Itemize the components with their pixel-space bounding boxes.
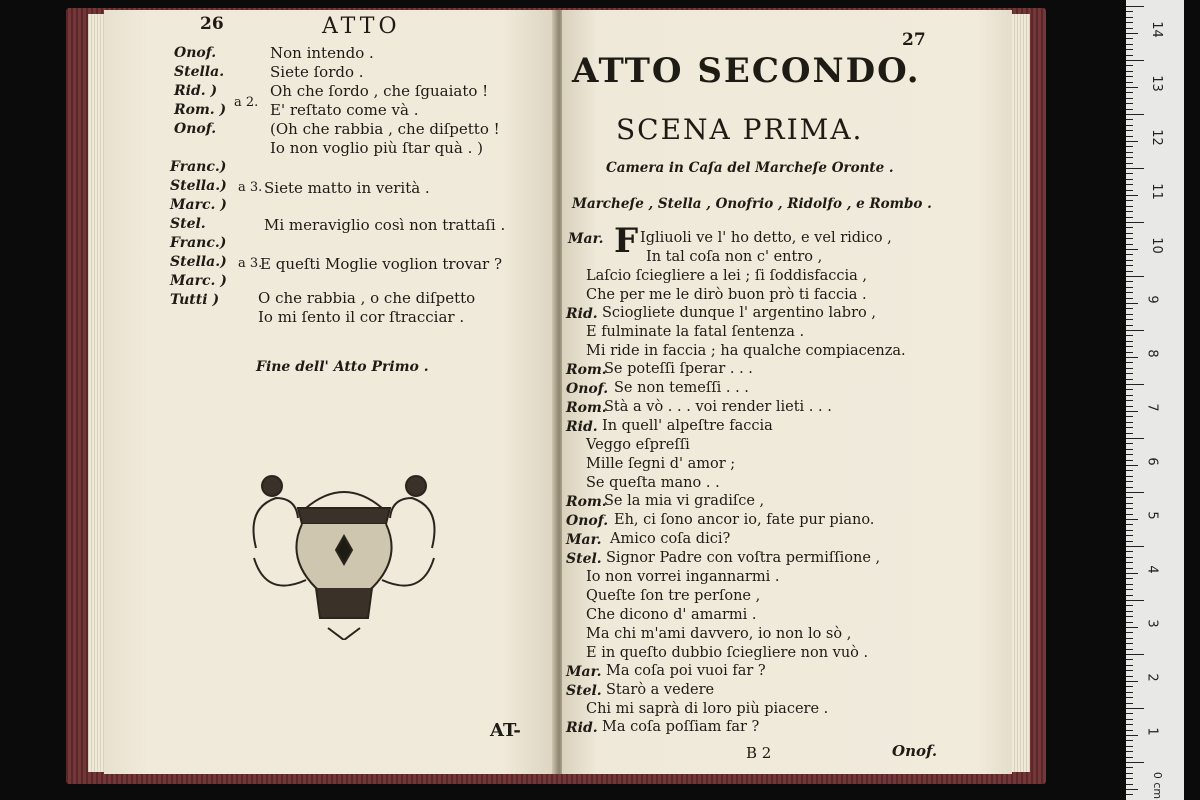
ruler-tick	[1126, 454, 1133, 455]
ruler-tick	[1126, 325, 1133, 326]
ruler-tick	[1126, 562, 1133, 563]
ruler-tick	[1126, 28, 1133, 29]
ruler-tick	[1126, 44, 1133, 45]
ruler-tick	[1126, 535, 1133, 536]
act-title: ATTO SECONDO.	[572, 51, 921, 91]
ruler-number: 8	[1144, 349, 1160, 358]
ruler-tick	[1126, 260, 1133, 261]
ruler-tick	[1126, 314, 1133, 315]
ruler-tick	[1126, 470, 1133, 471]
ruler-tick	[1126, 55, 1133, 56]
ruler-tick	[1126, 254, 1133, 255]
ruler-tick	[1126, 449, 1133, 450]
ruler-tick	[1126, 627, 1138, 628]
floral-vase-ornament-icon	[236, 468, 452, 640]
ruler-tick	[1126, 735, 1138, 736]
verse-line: Se poteſſi ſperar . . .	[604, 361, 753, 377]
verse-line: Oh che ſordo , che ſguaiato !	[270, 82, 489, 100]
ruler-tick	[1126, 287, 1133, 288]
ruler-tick	[1126, 179, 1133, 180]
ruler-tick	[1126, 546, 1144, 547]
verse-line: Mille ſegni d' amor ;	[586, 456, 736, 472]
ruler-tick	[1126, 130, 1133, 131]
ruler-tick	[1126, 508, 1133, 509]
ruler-tick	[1126, 33, 1138, 34]
verse-line: Ma coſa poſſiam far ?	[602, 719, 760, 735]
ruler-tick	[1126, 524, 1133, 525]
ruler-tick	[1126, 163, 1133, 164]
ruler-tick	[1126, 589, 1133, 590]
verse-line: Che per me le dirò buon prò ti faccia .	[586, 287, 867, 303]
verse-line: Io non voglio più ſtar quà . )	[270, 139, 483, 157]
ruler-tick	[1126, 514, 1133, 515]
ruler-tick	[1126, 6, 1144, 7]
ruler-tick	[1126, 281, 1133, 282]
ruler-tick	[1126, 98, 1133, 99]
ruler-tick	[1126, 119, 1133, 120]
ruler-tick	[1126, 605, 1133, 606]
ruler-tick	[1126, 492, 1144, 493]
verse-line: In quell' alpeſtre faccia	[602, 418, 773, 434]
ruler-tick	[1126, 308, 1133, 309]
ruler-number: 9	[1144, 295, 1160, 304]
ruler-number: 7	[1144, 403, 1160, 412]
ruler-tick	[1126, 82, 1133, 83]
ruler-tick	[1126, 616, 1133, 617]
ruler-number: 1	[1144, 727, 1160, 736]
verse-line: Non intendo .	[270, 44, 374, 62]
act-end-note: Fine dell' Atto Primo .	[256, 359, 429, 375]
ruler-tick	[1126, 335, 1133, 336]
speaker: Mar.	[566, 532, 602, 548]
ruler-tick	[1126, 141, 1138, 142]
ruler-tick	[1126, 632, 1133, 633]
ruler-tick	[1126, 17, 1133, 18]
ruler-number: 14	[1148, 21, 1164, 38]
right-page	[562, 10, 1012, 774]
ruler-tick	[1126, 346, 1133, 347]
ruler-tick	[1126, 730, 1133, 731]
ruler-tick	[1126, 152, 1133, 153]
ruler-tick	[1126, 416, 1133, 417]
speaker: Rom.	[566, 362, 607, 378]
ruler-tick	[1126, 125, 1133, 126]
ruler-number: 5	[1144, 511, 1160, 520]
ruler-tick	[1126, 584, 1133, 585]
speaker: Rom. )	[174, 102, 227, 118]
ruler-tick	[1126, 168, 1144, 169]
drop-cap: F	[614, 221, 639, 261]
ruler-tick	[1126, 530, 1133, 531]
ruler-number: 12	[1148, 129, 1164, 146]
ruler-tick	[1126, 76, 1133, 77]
ruler-tick	[1126, 136, 1133, 137]
ruler-tick	[1126, 676, 1133, 677]
ruler-tick	[1126, 703, 1133, 704]
ruler-tick	[1126, 622, 1133, 623]
ruler-tick	[1126, 362, 1133, 363]
ruler-tick	[1126, 190, 1133, 191]
ruler-tick	[1126, 206, 1133, 207]
page-number-right: 27	[902, 30, 926, 50]
ruler-tick	[1126, 762, 1144, 763]
ruler-tick	[1126, 319, 1133, 320]
ruler-number: 11	[1148, 183, 1164, 200]
ruler-tick	[1126, 38, 1133, 39]
speaker: Franc.)	[170, 235, 227, 251]
page-number-left: 26	[200, 14, 224, 34]
ruler-tick	[1126, 568, 1133, 569]
ruler-tick	[1126, 433, 1133, 434]
speaker: Stel.	[170, 216, 206, 232]
scene-title: SCENA PRIMA.	[616, 113, 864, 146]
speaker: Rid.	[566, 306, 598, 322]
catchword-right: Onof.	[892, 742, 938, 760]
ruler-tick	[1126, 49, 1133, 50]
speaker: Marc. )	[170, 197, 227, 213]
ruler-tick	[1126, 740, 1133, 741]
ruler-tick	[1126, 578, 1133, 579]
speaker: Mar.	[568, 231, 604, 247]
a2-marker: a 2.	[234, 95, 259, 110]
verse-line: Sciogliete dunque l' argentino labro ,	[602, 305, 876, 321]
verse-line: Se la mia vi gradiſce ,	[604, 493, 765, 509]
ruler-tick	[1126, 114, 1144, 115]
ruler-tick	[1126, 195, 1138, 196]
verse-line: Siete matto in verità .	[264, 179, 430, 197]
speaker: Rid.	[566, 419, 598, 435]
verse-line: E in queſto dubbio ſciegliere non vuò .	[586, 645, 869, 661]
ruler-number: 4	[1144, 565, 1160, 574]
ruler-number: 13	[1148, 75, 1164, 92]
ruler-tick	[1126, 595, 1133, 596]
ruler-tick	[1126, 665, 1133, 666]
ruler-tick	[1126, 443, 1133, 444]
ruler-tick	[1126, 773, 1133, 774]
ruler-tick	[1126, 103, 1133, 104]
verse-line: Veggo eſpreſſi	[586, 437, 690, 453]
measuring-ruler	[1126, 0, 1184, 800]
ruler-tick	[1126, 65, 1133, 66]
ruler-tick	[1126, 757, 1133, 758]
ruler-tick	[1126, 373, 1133, 374]
speaker: Stella.)	[170, 254, 227, 270]
ruler-tick	[1126, 713, 1133, 714]
verse-line: In tal coſa non c' entro ,	[646, 249, 823, 265]
ruler-tick	[1126, 487, 1133, 488]
ruler-tick	[1126, 438, 1144, 439]
verse-line: Se queſta mano . .	[586, 475, 720, 491]
ruler-tick	[1126, 411, 1138, 412]
ruler-tick	[1126, 357, 1138, 358]
ruler-tick	[1126, 643, 1133, 644]
ruler-tick	[1126, 352, 1133, 353]
ruler-tick	[1126, 92, 1133, 93]
ruler-tick	[1126, 276, 1144, 277]
ruler-tick	[1126, 611, 1133, 612]
speaker: Rom.	[566, 494, 607, 510]
speaker: Rid. )	[174, 83, 218, 99]
ruler-tick	[1126, 292, 1133, 293]
ruler-tick	[1126, 681, 1138, 682]
ruler-tick	[1126, 778, 1133, 779]
verse-line: Signor Padre con voſtra permiſſione ,	[606, 550, 881, 566]
ruler-tick	[1126, 384, 1144, 385]
verse-line: Chi mi saprà di loro più piacere .	[586, 701, 829, 717]
ruler-tick	[1126, 784, 1133, 785]
ruler-tick	[1126, 794, 1133, 795]
speaker: Franc.)	[170, 159, 227, 175]
verse-line: Io non vorrei ingannarmi .	[586, 569, 780, 585]
verse-line: Che dicono d' amarmi .	[586, 607, 757, 623]
ruler-tick	[1126, 146, 1133, 147]
ruler-tick	[1126, 497, 1133, 498]
ruler-tick	[1126, 789, 1138, 790]
verse-line: E' reſtato come và .	[270, 101, 419, 119]
ruler-tick	[1126, 341, 1133, 342]
character-list: Marcheſe , Stella , Onofrio , Ridolfo , e Rombo .	[572, 196, 932, 212]
speaker: Tutti )	[170, 292, 220, 308]
a3-marker: a 3.	[238, 256, 263, 271]
ruler-tick	[1126, 22, 1133, 23]
speaker: Onof.	[566, 381, 609, 397]
ruler-tick	[1126, 217, 1133, 218]
speaker: Stel.	[566, 551, 602, 567]
speaker: Stella.)	[170, 178, 227, 194]
speaker: Stella.	[174, 64, 225, 80]
ruler-tick	[1126, 422, 1133, 423]
verse-line: O che rabbia , o che diſpetto	[258, 289, 476, 307]
ruler-tick	[1126, 746, 1133, 747]
ruler-tick	[1126, 638, 1133, 639]
ruler-tick	[1126, 519, 1138, 520]
verse-line: Starò a vedere	[606, 682, 715, 698]
ruler-tick	[1126, 481, 1133, 482]
ruler-tick	[1126, 476, 1133, 477]
ruler-tick	[1126, 389, 1133, 390]
ruler-number: 10	[1148, 237, 1164, 254]
speaker: Onof.	[174, 45, 217, 61]
running-head: ATTO	[322, 14, 401, 39]
ruler-tick	[1126, 184, 1133, 185]
speaker: Onof.	[566, 513, 609, 529]
ruler-tick	[1126, 157, 1133, 158]
ruler-tick	[1126, 649, 1133, 650]
catchword-left: AT-	[490, 720, 521, 741]
ruler-tick	[1126, 173, 1133, 174]
ruler-tick	[1126, 109, 1133, 110]
verse-line: Mi meraviglio così non trattaſi .	[264, 216, 506, 234]
verse-line: Se non temeſſi . . .	[614, 380, 749, 396]
verse-line: (Oh che rabbia , che diſpetto !	[270, 120, 500, 138]
ruler-tick	[1126, 200, 1133, 201]
ruler-tick	[1126, 303, 1138, 304]
ruler-tick	[1126, 724, 1133, 725]
ruler-unit: 0 cm	[1151, 771, 1165, 800]
ruler-tick	[1126, 227, 1133, 228]
ruler-tick	[1126, 465, 1138, 466]
ruler-tick	[1126, 400, 1133, 401]
verse-line: Igliuoli ve l' ho detto, e vel ridico ,	[640, 230, 892, 246]
speaker: Mar.	[566, 664, 602, 680]
verse-line: Stà a vò . . . voi render lieti . . .	[604, 399, 832, 415]
verse-line: Mi ride in faccia ; ha qualche compiacenza.	[586, 343, 906, 359]
ruler-tick	[1126, 249, 1138, 250]
ruler-tick	[1126, 686, 1133, 687]
ruler-tick	[1126, 551, 1133, 552]
speaker: Rom.	[566, 400, 607, 416]
ruler-tick	[1126, 211, 1133, 212]
ruler-tick	[1126, 395, 1133, 396]
ruler-tick	[1126, 379, 1133, 380]
ruler-tick	[1126, 427, 1133, 428]
ruler-tick	[1126, 265, 1133, 266]
ruler-tick	[1126, 697, 1133, 698]
verse-line: Eh, ci ſono ancor io, fate pur piano.	[614, 512, 875, 528]
verse-line: Amico coſa dici?	[610, 531, 731, 547]
ruler-tick	[1126, 692, 1133, 693]
ruler-tick	[1126, 406, 1133, 407]
left-page	[104, 10, 556, 774]
verse-line: Io mi ſento il cor ſtracciar .	[258, 308, 465, 326]
ruler-number: 2	[1144, 673, 1160, 682]
ruler-tick	[1126, 330, 1144, 331]
ruler-tick	[1126, 719, 1133, 720]
ruler-tick	[1126, 659, 1133, 660]
ruler-tick	[1126, 271, 1133, 272]
verse-line: E queſti Moglie voglion trovar ?	[260, 255, 503, 273]
ruler-tick	[1126, 298, 1133, 299]
speaker: Marc. )	[170, 273, 227, 289]
ruler-tick	[1126, 87, 1138, 88]
ruler-tick	[1126, 460, 1133, 461]
ruler-tick	[1126, 541, 1133, 542]
ruler-tick	[1126, 11, 1133, 12]
ruler-tick	[1126, 557, 1133, 558]
ruler-tick	[1126, 60, 1144, 61]
speaker: Onof.	[174, 121, 217, 137]
ruler-tick	[1126, 238, 1133, 239]
ruler-tick	[1126, 767, 1133, 768]
ruler-number: 3	[1144, 619, 1160, 628]
verse-line: Laſcio ſciegliere a lei ; ſi ſoddisfaccia ,	[586, 268, 868, 284]
ruler-tick	[1126, 654, 1144, 655]
verse-line: Queſte ſon tre perſone ,	[586, 588, 761, 604]
signature-mark: B 2	[746, 744, 772, 762]
ruler-tick	[1126, 600, 1144, 601]
verse-line: Siete ſordo .	[270, 63, 364, 81]
ruler-tick	[1126, 368, 1133, 369]
verse-line: Ma coſa poi vuoi far ?	[606, 663, 766, 679]
a3-marker: a 3.	[238, 180, 263, 195]
ruler-tick	[1126, 751, 1133, 752]
ruler-tick	[1126, 708, 1144, 709]
speaker: Rid.	[566, 720, 598, 736]
ruler-tick	[1126, 244, 1133, 245]
scene-setting: Camera in Caſa del Marcheſe Oronte .	[606, 160, 894, 176]
ruler-tick	[1126, 670, 1133, 671]
ruler-tick	[1126, 573, 1138, 574]
verse-line: E fulminate la fatal ſentenza .	[586, 324, 805, 340]
ruler-tick	[1126, 233, 1133, 234]
ruler-tick	[1126, 71, 1133, 72]
ruler-tick	[1126, 503, 1133, 504]
ruler-number: 6	[1144, 457, 1160, 466]
ruler-tick	[1126, 222, 1144, 223]
speaker: Stel.	[566, 683, 602, 699]
verse-line: Ma chi m'ami davvero, io non lo sò ,	[586, 626, 852, 642]
